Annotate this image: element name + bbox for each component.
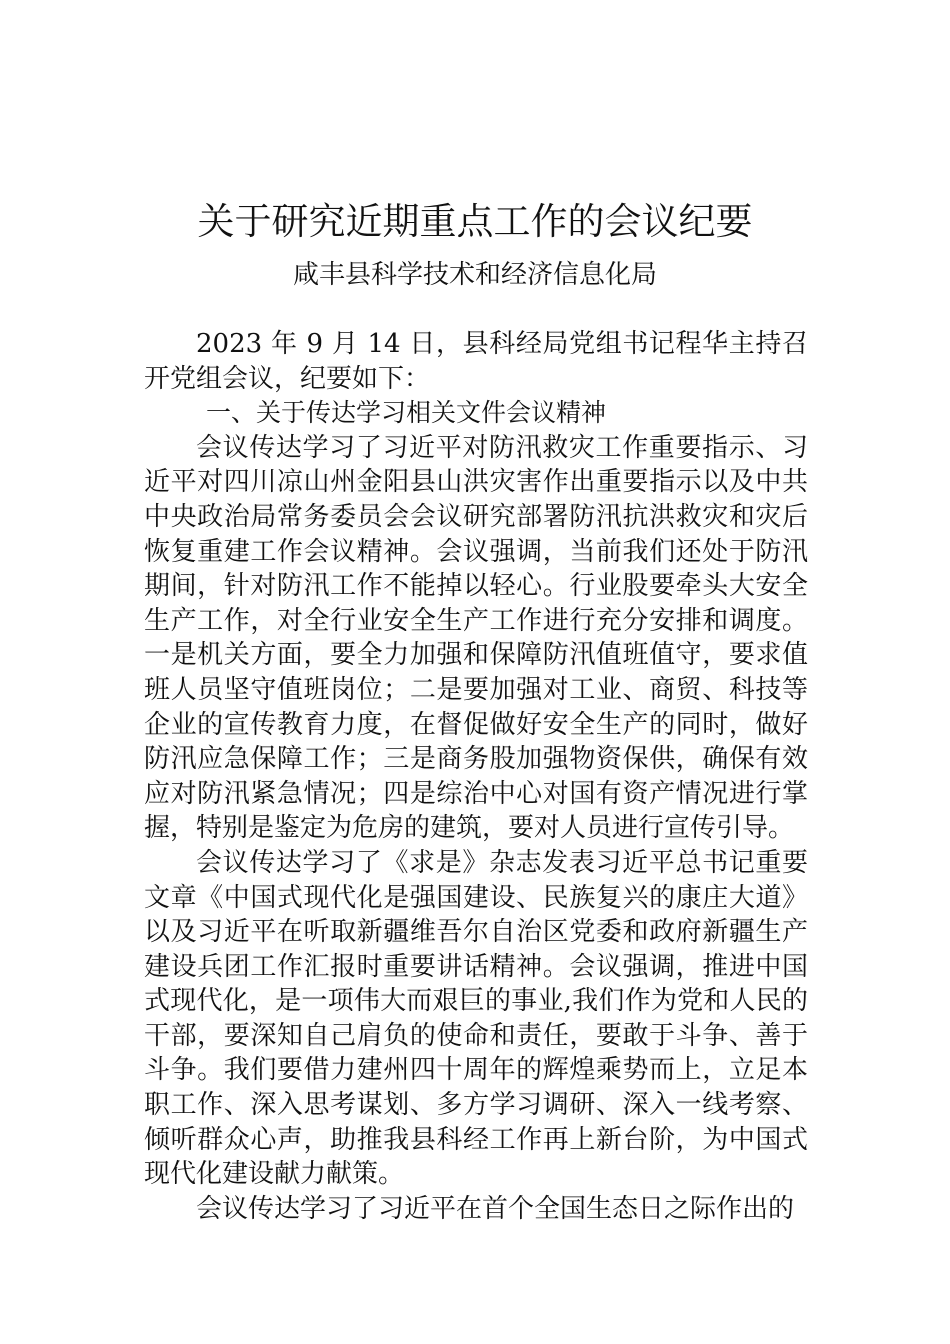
- document-title: 关于研究近期重点工作的会议纪要: [197, 200, 753, 243]
- body-paragraph: 会议传达学习了《求是》杂志发表习近平总书记重要文章《中国式现代化是强国建设、民族复兴的康庄大道》以及习近平在听取新疆维吾尔自治区党委和政府新疆生产建设兵团工作汇报时重要讲话精神。会议强调，推进中国式现代化，是一项伟大而艰巨的事业,我们作为党和人民的干部，要深知自己肩负的使命和责任，要敢于斗争、善于斗争。我们要借力建州四十周年的辉煌乘势而上，立足本职工作、深入思考谋划、多方学习调研、深入一线考察、倾听群众心声，助推我县科经工作再上新台阶，为中国式现代化建设献力献策。: [144, 847, 808, 1190]
- body-paragraph: 会议传达学习了习近平在首个全国生态日之际作出的: [196, 1193, 795, 1224]
- intro-paragraph: 2023 年 9 月 14 日，县科经局党组书记程华主持召开党组会议，纪要如下：: [144, 329, 808, 394]
- section-heading: 一、关于传达学习相关文件会议精神: [206, 398, 607, 428]
- document-subtitle: 咸丰县科学技术和经济信息化局: [292, 260, 657, 290]
- document-body: [144, 327, 808, 1226]
- body-paragraph: 会议传达学习了习近平对防汛救灾工作重要指示、习近平对四川凉山州金阳县山洪灾害作出重要指示以及中共中央政治局常务委员会会议研究部署防汛抗洪救灾和灾后恢复重建工作会议精神。会议强调，当前我们还处于防汛期间，针对防汛工作不能掉以轻心。行业股要牵头大安全生产工作，对全行业安全生产工作进行充分安排和调度。一是机关方面，要全力加强和保障防汛值班值守，要求值班人员坚守值班岗位；二是要加强对工业、商贸、科技等企业的宣传教育力度，在督促做好安全生产的同时，做好防汛应急保障工作；三是商务股加强物资保供，确保有效应对防汛紧急情况；四是综治中心对国有资产情况进行掌握，特别是鉴定为危房的建筑，要对人员进行宣传引导。: [144, 432, 808, 844]
